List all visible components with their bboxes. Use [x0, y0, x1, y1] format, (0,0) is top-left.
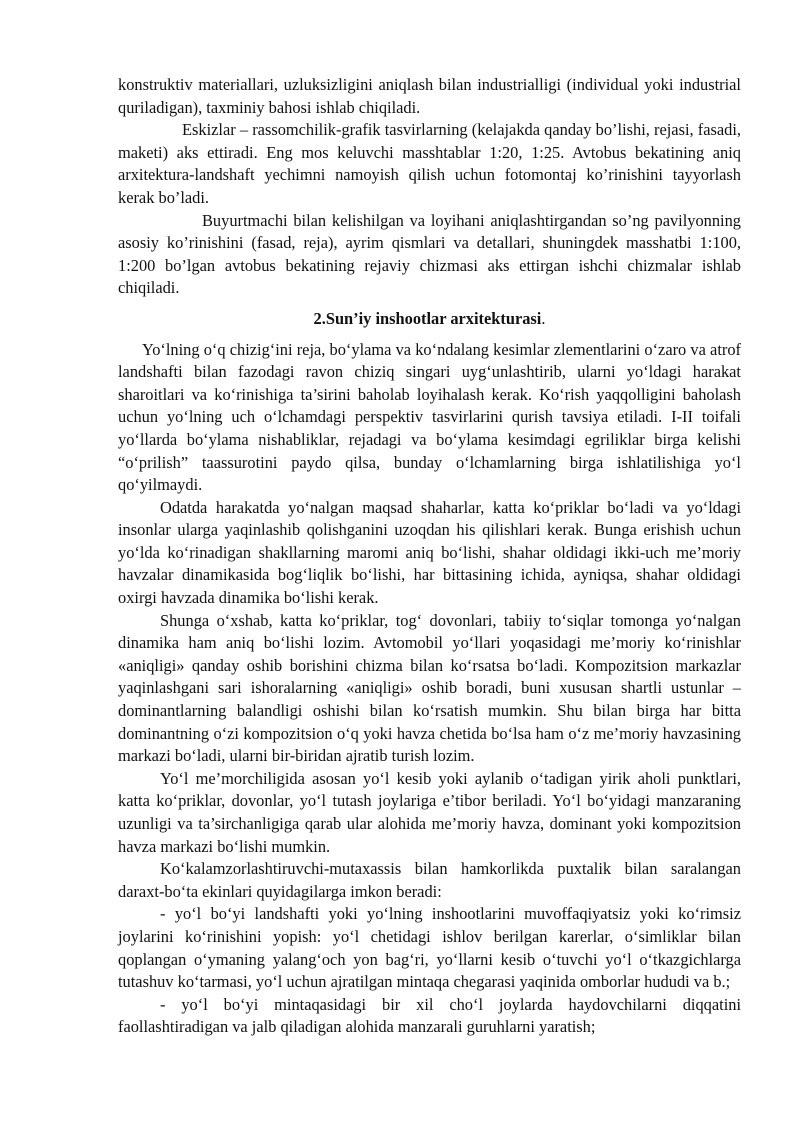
paragraph-yol-oq-chizigi: Yo‘lning o‘q chizig‘ini reja, bo‘ylama va ko‘ndalang kesimlar zlementlarini o‘zaro va atrof landshafti bilan fazodagi ravon chiziq singari uyg‘unlashtirib, ularni yo‘ldagi harakat sharoitlari va ko‘rinishiga ta’sirini baholab loyihalash kerak. Ko‘rish yaqqolligini baholash uchun yo‘lning uch o‘lchamdagi perspektiv tasvirlarini qurish tavsiya etiladi. I-II toifali yo‘llarda bo‘ylama nishabliklar, rejadagi va bo‘ylama kesimdagi egriliklar birga kelishi “o‘prilish” taassurotini paydo qilsa, bunday o‘lchamlarning birga ishlatilishiga yo‘l qo‘yilmaydi. — [118, 339, 741, 495]
paragraph-kokalamzorlashtiruvchi: Ko‘kalamzorlashtiruvchi-mutaxassis bilan hamkorlikda puxtalik bilan saralangan daraxt-bo‘ta ekinlari quyidagilarga imkon beradi: — [118, 859, 741, 901]
section-heading-text: 2.Sun’iy inshootlar arxitekturasi — [313, 308, 542, 328]
paragraph-shunga: Shunga o‘xshab, katta ko‘priklar, tog‘ dovonlari, tabiiy to‘siqlar tomonga yo‘nalgan dinamika ham aniq bo‘lishi lozim. Avtomobil yo‘llari yoqasidagi me’moriy ko‘rinishlar «aniqligi» qanday oshib borishini chizma bilan ko‘rsatsa bo‘ladi. Kompozitsion markazlar yaqinlashgani sari ishoralarning «aniqligi» oshib boradi, buni xususan shartli ustunlar – dominantlarning balandligi oshishi bilan ko‘rsatish mumkin. Shu bilan birga har bitta dominantning o‘zi kompozitsion o‘q yoki havza chetida bo‘lsa ham o‘z me’moriy havzasining markazi bo‘ladi, ularni bir-biridan ajratib turish lozim. — [118, 610, 741, 766]
list-item-landshaft: - yo‘l bo‘yi landshafti yoki yo‘lning inshootlarini muvoffaqiyatsiz yoki ko‘rimsiz joylarini ko‘rinishini yopish: yo‘l chetidagi ishlov berilgan karerlar, o‘simliklar bilan qoplangan o‘ymaning yalang‘och yon bag‘ri, yo‘llarni kesib o‘tuvchi yo‘l o‘tkazgichlarga tutashuv ko‘tarmasi, yo‘l uchun ajratilgan mintaqa chegarasi yaqinida omborlar hududi va b.; — [118, 904, 741, 992]
page-text-body — [118, 74, 741, 1039]
paragraph-yol-memorchiligi: Yo‘l me’morchiligida asosan yo‘l kesib yoki aylanib o‘tadigan yirik aholi punktlari, katta ko‘priklar, dovonlar, yo‘l tutash joylariga e’tibor beriladi. Yo‘l bo‘yidagi manzaraning uzunligi va ta’sirchanligiga qarab ular alohida me’moriy havza, dominant yoki kompozitsion havza markazi bo‘lishi mumkin. — [118, 768, 741, 856]
paragraph-eskizlar: Eskizlar – rassomchilik-grafik tasvirlarning (kelajakda qanday bo’lishi, rejasi, fasadi, maketi) aks ettiradi. Eng mos keluvchi masshtablar 1:20, 1:25. Avtobus bekatining aniq arxitektura-landshaft yechimni namoyish qilish uchun fotomontaj ko’rinishini tayyorlash kerak bo’ladi. — [118, 120, 741, 207]
paragraph-intro-continuation: konstruktiv materiallari, uzluksizligini aniqlash bilan industrialligi (individual yoki industrial quriladigan), taxminiy bahosi ishlab chiqiladi. — [118, 75, 741, 117]
section-heading — [118, 308, 741, 331]
paragraph-buyurtmachi: Buyurtmachi bilan kelishilgan va loyihani aniqlashtirgandan so’ng pavilyonning asosiy ko’rinishini (fasad, reja), ayrim qismlari va detallari, shuningdek masshatbi 1:100, 1:200 bo’lgan avtobus bekatining rejaviy chizmasi aks ettirgan ishchi chizmalar ishlab chiqiladi. — [118, 210, 741, 298]
list-item-manzarali-guruhlar: - yo‘l bo‘yi mintaqasidagi bir xil cho‘l joylarda haydovchilarni diqqatini faollashtiradigan va jalb qiladigan alohida manzarali guruhlarni yaratish; — [118, 994, 741, 1037]
paragraph-odatda: Odatda harakatda yo‘nalgan maqsad shaharlar, katta ko‘priklar bo‘ladi va yo‘ldagi insonlar ularga yaqinlashib qolishganini uzoqdan his qilishlari kerak. Bunga erishish uchun yo‘lda ko‘rinadigan shakllarning maromi aniq bo‘lishi, shahar oldidagi ikki-uch me’moriy havzalar dinamikasida bog‘liqlik bo‘lishi, har bittasining ichida, ayniqsa, shahar oldidagi oxirgi havzada dinamika bo‘lishi kerak. — [118, 497, 741, 608]
section-heading-suffix: . — [541, 308, 546, 328]
